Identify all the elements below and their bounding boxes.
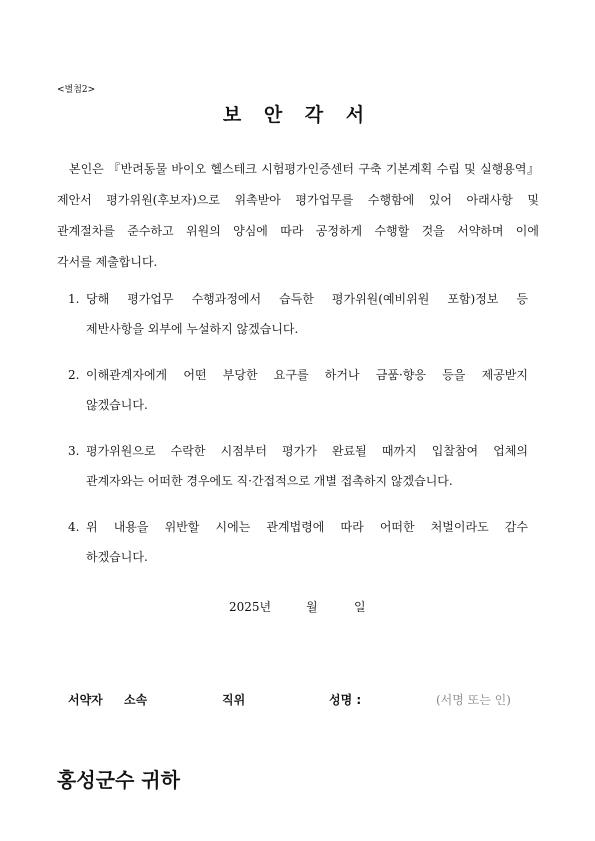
recipient-suffix: 귀하 [141, 768, 180, 792]
date-month: 월 [306, 600, 318, 614]
pledge-item [68, 442, 528, 502]
page-title: 보 안 각 서 [222, 104, 373, 126]
name-label: 성명 : [329, 693, 362, 707]
pledge-text: 관계자와는 어떠한 경우에도 직·간접적으로 개별 접촉하지 않겠습니다. [86, 474, 453, 488]
pledge-number: 4. [68, 520, 80, 534]
intro-paragraph [57, 160, 539, 284]
recipient-name: 홍성군수 [57, 768, 135, 792]
pledge-text: 않겠습니다. [86, 398, 148, 412]
pledge-number: 3. [68, 444, 80, 458]
attachment-label: <별첨2> [57, 85, 96, 95]
intro-line: 제안서 평가위원(후보자)으로 위촉받아 평가업무를 수행함에 있어 아래사항 및 [57, 193, 539, 207]
pledge-text: 당해 평가업무 수행과정에서 습득한 평가위원(예비위원 포함)정보 등 [86, 292, 528, 306]
intro-line: 본인은 『반려동물 바이오 헬스테크 시험평가인증센터 구축 기본계획 수립 및 실행용역』 [69, 162, 539, 176]
position-label: 직위 [222, 693, 246, 707]
pledge-number: 2. [68, 368, 80, 382]
pledge-text: 위 내용을 위반할 시에는 관계법령에 따라 어떠한 처벌이라도 감수 [86, 520, 528, 534]
pledge-item [68, 366, 528, 426]
signature-hint: (서명 또는 인) [436, 693, 511, 707]
pledge-list [68, 290, 528, 594]
pledge-number: 1. [68, 292, 80, 306]
pledge-item [68, 290, 528, 350]
affiliation-label: 소속 [124, 693, 148, 707]
pledge-item [68, 518, 528, 578]
date-day: 일 [354, 600, 366, 614]
intro-line: 관계절차를 준수하고 위원의 양심에 따라 공정하게 수행할 것을 서약하며 이에 [57, 224, 539, 238]
pledge-text: 이해관계자에게 어떤 부당한 요구를 하거나 금품·향응 등을 제공받지 [86, 368, 528, 382]
pledger-label: 서약자 [68, 693, 103, 707]
pledge-text: 평가위원으로 수락한 시점부터 평가가 완료될 때까지 입찰참여 업체의 [86, 444, 528, 458]
recipient [57, 764, 180, 793]
pledge-text: 제반사항을 외부에 누설하지 않겠습니다. [86, 322, 299, 336]
date-year: 2025년 [229, 600, 272, 614]
intro-line: 각서를 제출합니다. [57, 255, 158, 269]
pledge-text: 하겠습니다. [86, 550, 148, 564]
